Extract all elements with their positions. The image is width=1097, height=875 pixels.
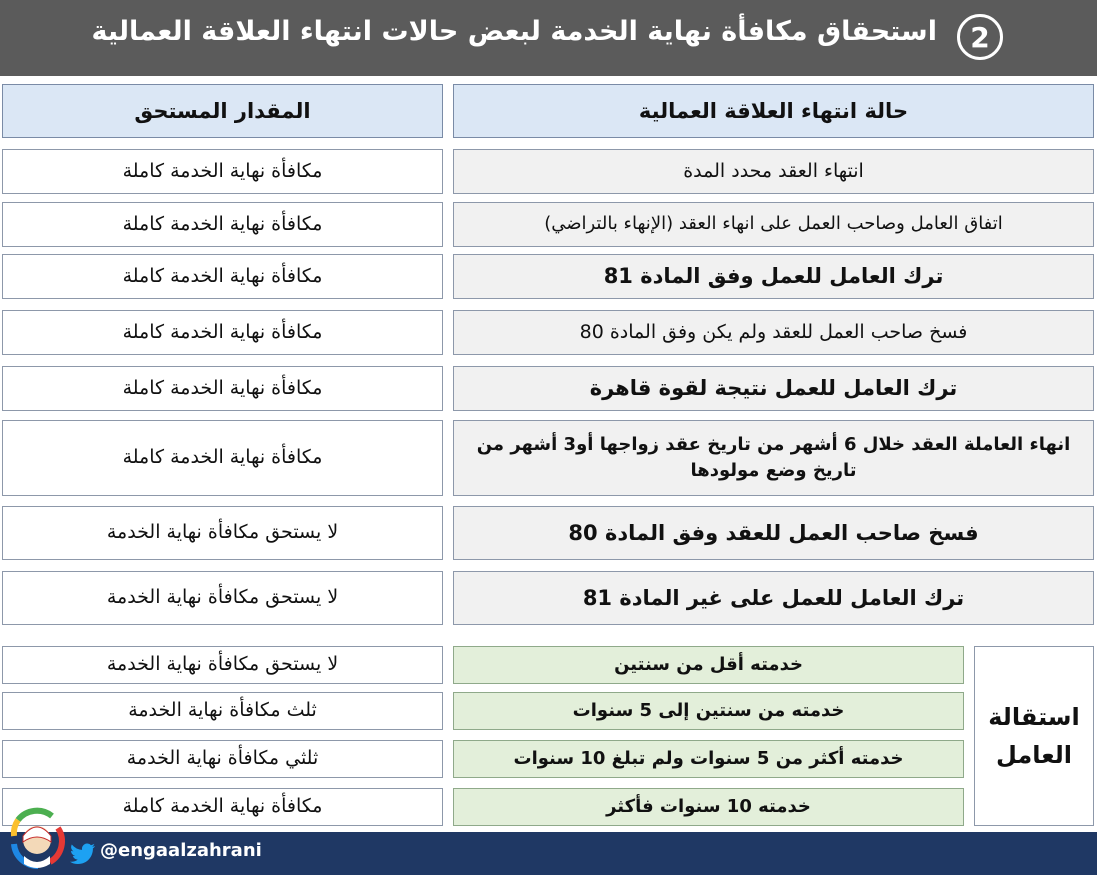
twitter-handle: @engaalzahrani [100, 840, 262, 861]
row-amount: مكافأة نهاية الخدمة كاملة [2, 310, 443, 355]
row-case: ترك العامل للعمل على غير المادة 81 [453, 571, 1094, 625]
author-avatar-icon [6, 806, 68, 872]
resignation-label: استقالة العامل [974, 646, 1094, 826]
row-amount: مكافأة نهاية الخدمة كاملة [2, 149, 443, 194]
row-case: ترك العامل للعمل وفق المادة 81 [453, 254, 1094, 299]
row-case: انهاء العاملة العقد خلال 6 أشهر من تاريخ عقد زواجها أو3 أشهر من تاريخ وضع مولودها [453, 420, 1094, 496]
row-amount: مكافأة نهاية الخدمة كاملة [2, 366, 443, 411]
resignation-case: خدمته 10 سنوات فأكثر [453, 788, 964, 826]
twitter-bird-icon [70, 843, 96, 865]
row-case: اتفاق العامل وصاحب العمل على انهاء العقد (الإنهاء بالتراضي) [453, 202, 1094, 247]
column-header-case: حالة انتهاء العلاقة العمالية [453, 84, 1094, 138]
row-amount: لا يستحق مكافأة نهاية الخدمة [2, 506, 443, 560]
row-case: انتهاء العقد محدد المدة [453, 149, 1094, 194]
resignation-case: خدمته أكثر من 5 سنوات ولم تبلغ 10 سنوات [453, 740, 964, 778]
section-number-badge: 2 [957, 14, 1003, 60]
row-amount: مكافأة نهاية الخدمة كاملة [2, 420, 443, 496]
row-amount: مكافأة نهاية الخدمة كاملة [2, 202, 443, 247]
resignation-case: خدمته أقل من سنتين [453, 646, 964, 684]
resignation-case: خدمته من سنتين إلى 5 سنوات [453, 692, 964, 730]
resignation-amount: مكافأة نهاية الخدمة كاملة [2, 788, 443, 826]
resignation-amount: ثلث مكافأة نهاية الخدمة [2, 692, 443, 730]
page-title: استحقاق مكافأة نهاية الخدمة لبعض حالات انتهاء العلاقة العمالية [91, 16, 937, 47]
row-amount: مكافأة نهاية الخدمة كاملة [2, 254, 443, 299]
row-case: فسخ صاحب العمل للعقد ولم يكن وفق المادة 80 [453, 310, 1094, 355]
row-case: ترك العامل للعمل نتيجة لقوة قاهرة [453, 366, 1094, 411]
resignation-amount: لا يستحق مكافأة نهاية الخدمة [2, 646, 443, 684]
row-case: فسخ صاحب العمل للعقد وفق المادة 80 [453, 506, 1094, 560]
row-amount: لا يستحق مكافأة نهاية الخدمة [2, 571, 443, 625]
column-header-amount: المقدار المستحق [2, 84, 443, 138]
resignation-amount: ثلثي مكافأة نهاية الخدمة [2, 740, 443, 778]
